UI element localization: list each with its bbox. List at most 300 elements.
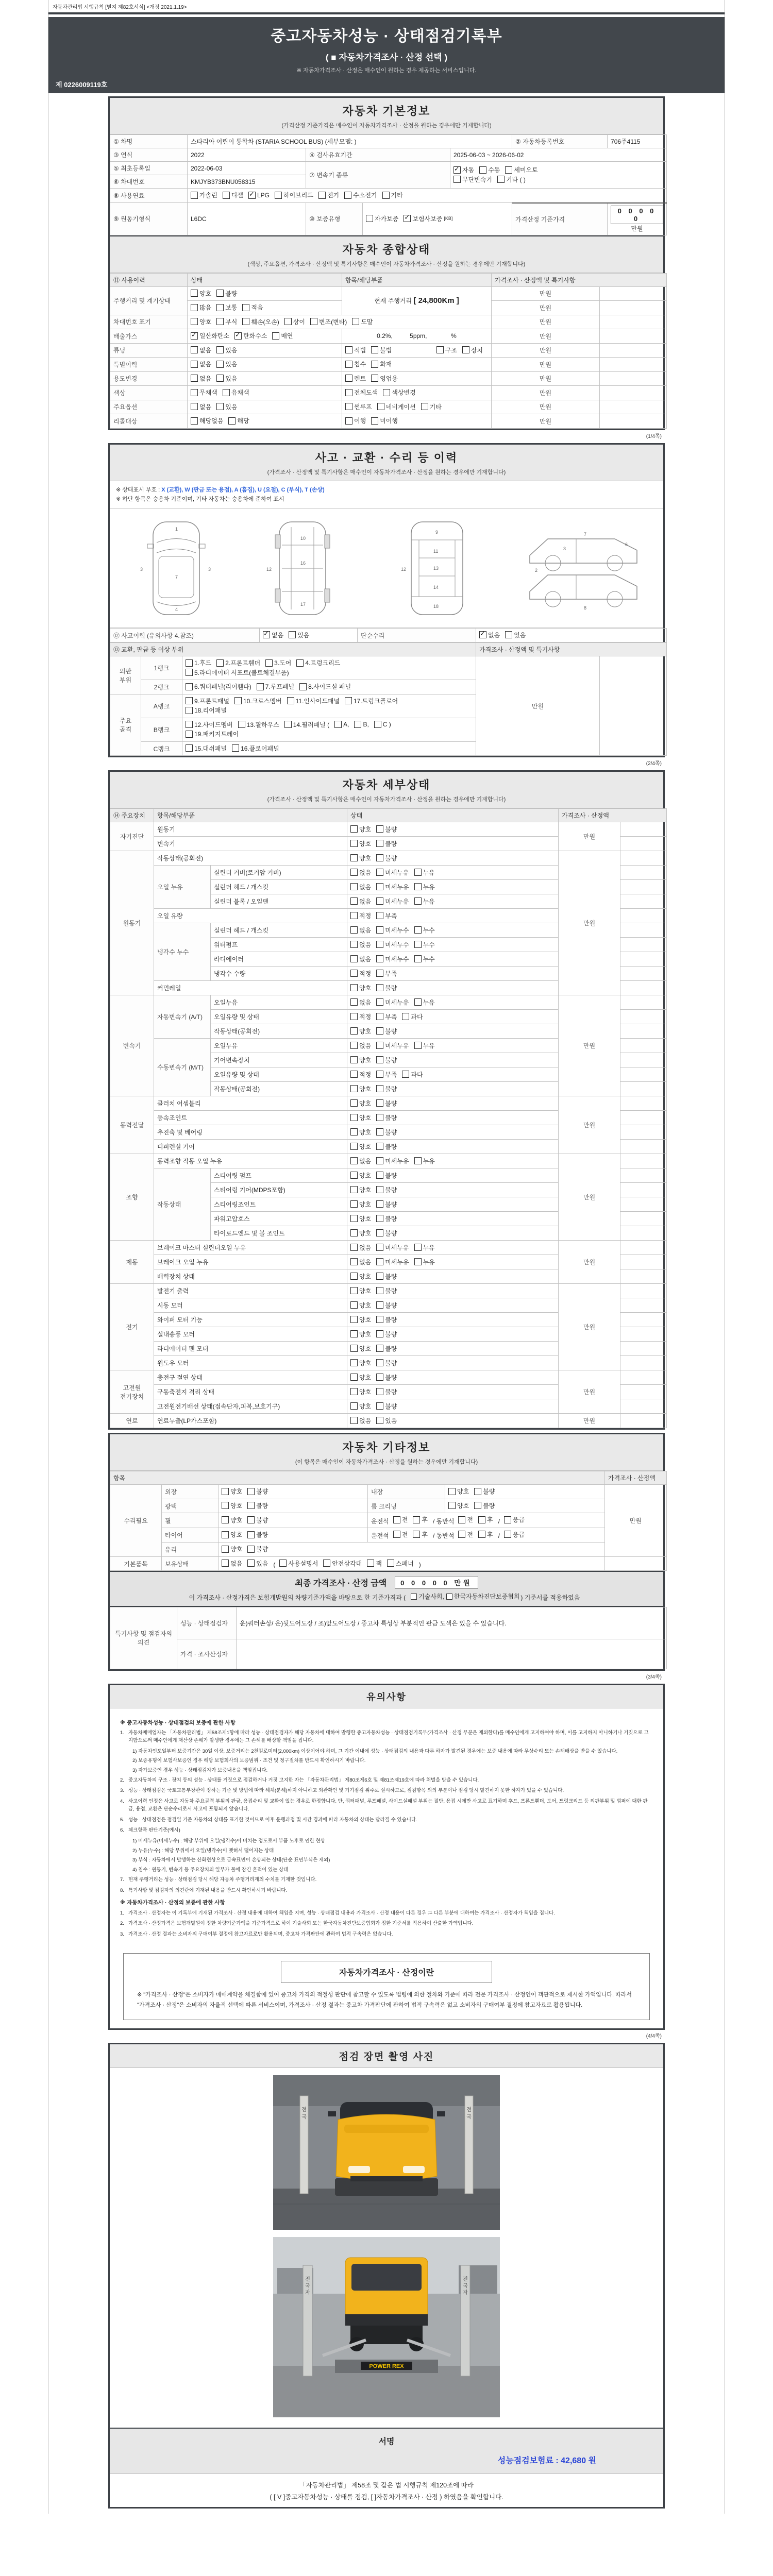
checkbox-label: 가솔린 bbox=[199, 192, 217, 199]
checkbox-box-icon bbox=[376, 869, 383, 876]
checkbox-unchecked[interactable] bbox=[222, 1516, 242, 1524]
checkbox-unchecked[interactable] bbox=[376, 825, 397, 834]
checkbox-unchecked[interactable] bbox=[478, 1530, 493, 1539]
checkbox-unchecked[interactable] bbox=[505, 165, 537, 174]
checkbox-unchecked[interactable] bbox=[504, 1530, 525, 1539]
base-price-value bbox=[608, 203, 667, 235]
report-note: ※ 자동차가격조사 · 산정은 매수인이 원하는 경우 제공하는 서비스입니다. bbox=[296, 67, 477, 74]
checkbox-label: 없음 bbox=[359, 998, 372, 1006]
checkbox-label: 양호 bbox=[230, 1546, 243, 1553]
item-label: 원동기 bbox=[154, 822, 347, 837]
checkbox-unchecked[interactable] bbox=[376, 854, 397, 862]
checkbox-unchecked[interactable] bbox=[287, 697, 340, 705]
checkbox-unchecked[interactable] bbox=[223, 388, 249, 397]
col-price: 가격조사 · 산정액 bbox=[559, 809, 667, 822]
checkbox-unchecked[interactable] bbox=[284, 317, 305, 326]
checkbox-unchecked[interactable] bbox=[376, 1387, 397, 1396]
item-label: 오일누유 bbox=[211, 1039, 347, 1053]
checkbox-unchecked[interactable] bbox=[191, 303, 211, 312]
checkbox-unchecked[interactable] bbox=[376, 1301, 397, 1310]
checkbox-unchecked[interactable] bbox=[191, 416, 223, 425]
checkbox-unchecked[interactable] bbox=[376, 1099, 397, 1108]
checkbox-label: 양호 bbox=[359, 1229, 372, 1237]
checkbox-label: 전체도색 bbox=[354, 389, 378, 396]
checkbox-unchecked[interactable] bbox=[371, 374, 398, 383]
banner-text-right: 전 국 자 bbox=[463, 2277, 468, 2296]
checkbox-unchecked[interactable] bbox=[186, 730, 239, 738]
checkbox-unchecked[interactable] bbox=[376, 1373, 397, 1382]
checkbox-unchecked[interactable] bbox=[376, 926, 409, 935]
checkbox-unchecked[interactable] bbox=[350, 883, 371, 891]
checkbox-box-icon bbox=[186, 683, 193, 690]
item-states bbox=[347, 1313, 559, 1327]
checkbox-unchecked[interactable] bbox=[350, 1373, 371, 1382]
detail-row bbox=[110, 851, 667, 866]
checkbox-unchecked[interactable] bbox=[257, 682, 294, 691]
checkbox-unchecked[interactable] bbox=[350, 1142, 371, 1151]
item-subgroup-label: 오일 누유 bbox=[154, 866, 211, 909]
checkbox-unchecked[interactable] bbox=[376, 1402, 397, 1411]
item-label: 스티어링 기어(MDPS포함) bbox=[211, 1183, 347, 1197]
checkbox-unchecked[interactable] bbox=[436, 346, 457, 354]
checkbox-box-icon bbox=[376, 1186, 383, 1193]
checkbox-unchecked[interactable] bbox=[376, 1416, 397, 1425]
page-mark-2: (2/4쪽) bbox=[646, 761, 662, 767]
checkbox-unchecked[interactable] bbox=[350, 1258, 371, 1266]
checkbox-label: 전기 bbox=[327, 192, 340, 199]
first-reg-label: ⑤ 최초등록일 bbox=[110, 162, 188, 175]
checkbox-unchecked[interactable] bbox=[284, 720, 329, 729]
checkbox-unchecked[interactable] bbox=[414, 1041, 435, 1050]
checkbox-unchecked[interactable] bbox=[352, 317, 373, 326]
checkbox-box-icon bbox=[414, 1244, 422, 1251]
checkbox-unchecked[interactable] bbox=[247, 1487, 268, 1496]
checkbox-unchecked[interactable] bbox=[376, 883, 409, 891]
sign-title: 서명 bbox=[378, 2437, 395, 2447]
overall-subtitle: (색상, 주요옵션, 가격조사 · 산정액 및 특기사항은 매수인이 자동차가격조사 · 산정을 원하는 경우에만 기재합니다) bbox=[247, 261, 526, 267]
checkbox-unchecked[interactable] bbox=[376, 1344, 397, 1353]
item-states bbox=[347, 1154, 559, 1168]
checkbox-unchecked[interactable] bbox=[350, 1099, 371, 1108]
checkbox-unchecked[interactable] bbox=[350, 1301, 371, 1310]
checkbox-box-icon bbox=[216, 361, 224, 368]
checkbox-unchecked[interactable] bbox=[376, 911, 397, 920]
checkbox-unchecked[interactable] bbox=[411, 1592, 444, 1601]
checkbox-unchecked[interactable] bbox=[228, 416, 249, 425]
item-states bbox=[347, 995, 559, 1010]
checkbox-unchecked[interactable] bbox=[350, 1416, 371, 1425]
checkbox-unchecked[interactable] bbox=[350, 1229, 371, 1238]
checkbox-unchecked[interactable] bbox=[350, 1330, 371, 1338]
remark-cell bbox=[620, 1010, 667, 1024]
checkbox-label: 색상변경 bbox=[392, 389, 416, 396]
checkbox-unchecked[interactable] bbox=[222, 1487, 242, 1496]
checkbox-unchecked[interactable] bbox=[376, 868, 409, 877]
checkbox-unchecked[interactable] bbox=[376, 1214, 397, 1223]
checkbox-unchecked[interactable] bbox=[350, 1272, 371, 1281]
checkbox-unchecked[interactable] bbox=[350, 854, 371, 862]
overall-header bbox=[110, 235, 663, 273]
checkbox-unchecked[interactable] bbox=[247, 1559, 268, 1568]
checkbox-label: 부족 bbox=[385, 1071, 397, 1078]
vin-label: ⑥ 차대번호 bbox=[110, 175, 188, 189]
checkbox-unchecked[interactable] bbox=[350, 1243, 371, 1252]
checkbox-unchecked[interactable] bbox=[474, 1487, 495, 1496]
checkbox-unchecked[interactable] bbox=[371, 346, 392, 354]
checkbox-checked[interactable] bbox=[234, 331, 267, 340]
checkbox-unchecked[interactable] bbox=[350, 1084, 371, 1093]
checkbox-unchecked[interactable] bbox=[279, 1559, 318, 1568]
checkbox-box-icon bbox=[350, 1099, 358, 1107]
checkbox-unchecked[interactable] bbox=[448, 1487, 469, 1496]
checkbox-unchecked[interactable] bbox=[345, 697, 398, 705]
checkbox-unchecked[interactable] bbox=[350, 1157, 371, 1165]
checkbox-unchecked[interactable] bbox=[402, 1012, 423, 1021]
checkbox-unchecked[interactable] bbox=[350, 897, 371, 906]
checkbox-box-icon bbox=[350, 955, 358, 962]
checkbox-box-icon bbox=[350, 1359, 358, 1366]
checkbox-unchecked[interactable] bbox=[350, 1359, 371, 1367]
checkbox-unchecked[interactable] bbox=[191, 374, 211, 383]
checkbox-unchecked[interactable] bbox=[453, 175, 492, 184]
checkbox-unchecked[interactable] bbox=[367, 1559, 382, 1568]
checkbox-unchecked[interactable] bbox=[377, 402, 416, 411]
remark-cell bbox=[620, 1284, 667, 1298]
checkbox-unchecked[interactable] bbox=[393, 1530, 408, 1539]
checkbox-unchecked[interactable] bbox=[350, 984, 371, 992]
checkbox-unchecked[interactable] bbox=[414, 1157, 435, 1165]
checkbox-unchecked[interactable] bbox=[376, 1200, 397, 1209]
checkbox-unchecked[interactable] bbox=[414, 868, 435, 877]
checkbox-unchecked[interactable] bbox=[376, 1056, 397, 1064]
checkbox-checked[interactable] bbox=[404, 214, 452, 223]
checkbox-unchecked[interactable] bbox=[222, 1501, 242, 1510]
checkbox-unchecked[interactable] bbox=[414, 1258, 435, 1266]
checkbox-unchecked[interactable] bbox=[222, 1530, 242, 1539]
checkbox-label: 9.프론트패널 bbox=[194, 697, 229, 705]
checkbox-unchecked[interactable] bbox=[414, 926, 435, 935]
checkbox-unchecked[interactable] bbox=[414, 940, 435, 949]
checkbox-label: 있음 bbox=[225, 403, 238, 411]
checkbox-unchecked[interactable] bbox=[299, 682, 351, 691]
checkbox-box-icon bbox=[393, 1531, 400, 1538]
checkbox-unchecked[interactable] bbox=[345, 402, 372, 411]
checkbox-unchecked[interactable] bbox=[350, 868, 371, 877]
checkbox-unchecked[interactable] bbox=[478, 1515, 493, 1524]
checkbox-unchecked[interactable] bbox=[186, 682, 251, 691]
checkbox-label: 불량 bbox=[385, 1027, 397, 1035]
svg-text:3: 3 bbox=[563, 546, 566, 551]
checkbox-unchecked[interactable] bbox=[350, 1200, 371, 1209]
checkbox-unchecked[interactable] bbox=[414, 897, 435, 906]
checkbox-unchecked[interactable] bbox=[350, 1041, 371, 1050]
checkbox-unchecked[interactable] bbox=[376, 1315, 397, 1324]
checkbox-unchecked[interactable] bbox=[344, 191, 377, 199]
checkbox-box-icon bbox=[413, 1516, 420, 1523]
checkbox-unchecked[interactable] bbox=[310, 317, 347, 326]
checkbox-unchecked[interactable] bbox=[186, 720, 233, 729]
checkbox-unchecked[interactable] bbox=[247, 1501, 268, 1510]
checkbox-unchecked[interactable] bbox=[376, 1070, 397, 1079]
checkbox-unchecked[interactable] bbox=[345, 388, 378, 397]
checkbox-checked[interactable] bbox=[263, 631, 283, 639]
checkbox-unchecked[interactable] bbox=[376, 1171, 397, 1180]
checkbox-unchecked[interactable] bbox=[350, 1113, 371, 1122]
checkbox-unchecked[interactable] bbox=[223, 191, 243, 199]
checkbox-unchecked[interactable] bbox=[350, 969, 371, 978]
checkbox-label: 불량 bbox=[483, 1502, 495, 1510]
checkbox-label: 13.휠하우스 bbox=[246, 721, 279, 728]
checkbox-checked[interactable] bbox=[248, 192, 270, 199]
checkbox-label: 수동 bbox=[488, 166, 500, 174]
notice-item: 7. 현재 주행거리는 성능 · 상태점검 당시 해당 자동차 주행거리계의 수치를 기재한 것입니다. bbox=[120, 1876, 317, 1883]
checkbox-unchecked[interactable] bbox=[354, 721, 368, 728]
checkbox-unchecked[interactable] bbox=[191, 360, 211, 368]
checkbox-unchecked[interactable] bbox=[242, 317, 279, 326]
checkbox-unchecked[interactable] bbox=[376, 969, 397, 978]
accident-history-table bbox=[110, 628, 667, 643]
checkbox-unchecked[interactable] bbox=[458, 1515, 473, 1524]
checkbox-unchecked[interactable] bbox=[289, 631, 309, 639]
checkbox-unchecked[interactable] bbox=[376, 1012, 397, 1021]
checkbox-unchecked[interactable] bbox=[350, 1070, 371, 1079]
checkbox-checked[interactable] bbox=[479, 631, 500, 639]
checkbox-unchecked[interactable] bbox=[191, 317, 211, 326]
checkbox-unchecked[interactable] bbox=[376, 1113, 397, 1122]
checkbox-box-icon bbox=[479, 631, 486, 638]
checkbox-box-icon bbox=[247, 1502, 255, 1509]
fuel-options bbox=[188, 189, 667, 203]
checkbox-unchecked[interactable] bbox=[191, 346, 211, 354]
checkbox-unchecked[interactable] bbox=[191, 402, 211, 411]
final-price-label: 최종 가격조사 · 산정 금액 bbox=[295, 1579, 387, 1588]
checkbox-unchecked[interactable] bbox=[376, 1157, 409, 1165]
checkbox-box-icon bbox=[376, 883, 383, 890]
checkbox-unchecked[interactable] bbox=[350, 1027, 371, 1036]
svg-text:11: 11 bbox=[433, 548, 439, 554]
checkbox-unchecked[interactable] bbox=[186, 697, 229, 705]
checkbox-unchecked[interactable] bbox=[421, 402, 442, 411]
checkbox-unchecked[interactable] bbox=[350, 1344, 371, 1353]
checkbox-unchecked[interactable] bbox=[376, 1128, 397, 1137]
checkbox-unchecked[interactable] bbox=[366, 214, 398, 223]
item-label: 작동상태(공회전) bbox=[154, 851, 347, 866]
checkbox-unchecked[interactable] bbox=[216, 289, 237, 298]
checkbox-unchecked[interactable] bbox=[216, 346, 237, 354]
checkbox-unchecked[interactable] bbox=[414, 998, 435, 1007]
checkbox-unchecked[interactable] bbox=[371, 416, 398, 425]
checkbox-unchecked[interactable] bbox=[345, 346, 366, 354]
checkbox-label: 양호 bbox=[457, 1488, 469, 1496]
checkbox-unchecked[interactable] bbox=[376, 897, 409, 906]
checkbox-unchecked[interactable] bbox=[376, 1286, 397, 1295]
item-states bbox=[347, 894, 559, 909]
checkbox-unchecked[interactable] bbox=[376, 839, 397, 848]
checkbox-unchecked[interactable] bbox=[296, 658, 340, 667]
checkbox-box-icon bbox=[265, 659, 273, 667]
checkbox-unchecked[interactable] bbox=[376, 1041, 409, 1050]
checkbox-unchecked[interactable] bbox=[216, 303, 237, 312]
checkbox-unchecked[interactable] bbox=[323, 1559, 362, 1568]
checkbox-unchecked[interactable] bbox=[376, 1142, 397, 1151]
checkbox-unchecked[interactable] bbox=[191, 388, 217, 397]
checkbox-label: 없음 bbox=[199, 361, 212, 368]
checkbox-box-icon bbox=[247, 1560, 255, 1567]
checkbox-unchecked[interactable] bbox=[350, 926, 371, 935]
checkbox-label: 전 bbox=[401, 1531, 408, 1538]
checkbox-unchecked[interactable] bbox=[242, 303, 263, 312]
checkbox-unchecked[interactable] bbox=[376, 1185, 397, 1194]
checkbox-label: 하이브리드 bbox=[283, 192, 313, 199]
checkbox-label: 미이행 bbox=[380, 417, 398, 425]
checkbox-unchecked[interactable] bbox=[504, 1515, 525, 1524]
checkbox-unchecked[interactable] bbox=[350, 1012, 371, 1021]
checkbox-unchecked[interactable] bbox=[247, 1545, 268, 1553]
checkbox-unchecked[interactable] bbox=[186, 668, 289, 677]
checkbox-unchecked[interactable] bbox=[318, 191, 339, 199]
checkbox-unchecked[interactable] bbox=[247, 1516, 268, 1524]
checkbox-label: 자가보증 bbox=[375, 215, 399, 223]
checkbox-unchecked[interactable] bbox=[350, 1185, 371, 1194]
checkbox-unchecked[interactable] bbox=[350, 1402, 371, 1411]
checkbox-box-icon bbox=[376, 1143, 383, 1150]
item-states bbox=[347, 1269, 559, 1284]
checkbox-unchecked[interactable] bbox=[505, 631, 526, 639]
checkbox-unchecked[interactable] bbox=[393, 1515, 408, 1524]
checkbox-unchecked[interactable] bbox=[216, 658, 260, 667]
checkbox-unchecked[interactable] bbox=[414, 955, 435, 963]
checkbox-unchecked[interactable] bbox=[222, 1559, 242, 1568]
checkbox-unchecked[interactable] bbox=[376, 1258, 409, 1266]
checkbox-unchecked[interactable] bbox=[350, 1128, 371, 1137]
checkbox-unchecked[interactable] bbox=[350, 1171, 371, 1180]
checkbox-unchecked[interactable] bbox=[382, 191, 403, 199]
item-label: 라디에이터 bbox=[211, 952, 347, 967]
checkbox-box-icon bbox=[296, 659, 304, 667]
checkbox-unchecked[interactable] bbox=[376, 998, 409, 1007]
checkbox-unchecked[interactable] bbox=[216, 402, 237, 411]
checkbox-unchecked[interactable] bbox=[345, 416, 366, 425]
recall-label: 리콜대상 bbox=[110, 414, 188, 429]
remark-cell bbox=[620, 1111, 667, 1125]
checkbox-unchecked[interactable] bbox=[446, 1592, 520, 1601]
checkbox-label: 2.프론트휀더 bbox=[225, 659, 261, 667]
checkbox-unchecked[interactable] bbox=[413, 1530, 428, 1539]
checkbox-unchecked[interactable] bbox=[186, 658, 211, 667]
checkbox-unchecked[interactable] bbox=[345, 360, 366, 368]
checkbox-box-icon bbox=[458, 1516, 465, 1523]
checkbox-unchecked[interactable] bbox=[191, 289, 211, 298]
checkbox-unchecked[interactable] bbox=[479, 165, 500, 174]
item-label: 냉각수 수량 bbox=[211, 967, 347, 981]
checkbox-unchecked[interactable] bbox=[232, 744, 279, 753]
checkbox-unchecked[interactable] bbox=[462, 346, 483, 354]
checkbox-unchecked[interactable] bbox=[238, 720, 279, 729]
checkbox-label: 불법 bbox=[380, 346, 392, 354]
checkbox-unchecked[interactable] bbox=[376, 1027, 397, 1036]
basic-info-header bbox=[110, 98, 663, 134]
checkbox-unchecked[interactable] bbox=[497, 175, 526, 184]
checkbox-unchecked[interactable] bbox=[376, 984, 397, 992]
checkbox-unchecked[interactable] bbox=[216, 374, 237, 383]
svg-text:6: 6 bbox=[625, 541, 628, 547]
final-price-band bbox=[110, 1571, 663, 1607]
checkbox-unchecked[interactable] bbox=[334, 721, 349, 728]
checkbox-unchecked[interactable] bbox=[234, 697, 282, 705]
checkbox-unchecked[interactable] bbox=[350, 955, 371, 963]
checkbox-unchecked[interactable] bbox=[383, 388, 415, 397]
checkbox-unchecked[interactable] bbox=[474, 1501, 495, 1510]
checkbox-unchecked[interactable] bbox=[402, 1070, 423, 1079]
checkbox-label: 부족 bbox=[385, 912, 397, 920]
checkbox-unchecked[interactable] bbox=[387, 1559, 414, 1568]
checkbox-label: 없음 bbox=[359, 1157, 372, 1165]
checkbox-unchecked[interactable] bbox=[191, 191, 217, 199]
item-label: 오일 유량 bbox=[154, 909, 347, 923]
checkbox-unchecked[interactable] bbox=[350, 911, 371, 920]
checkbox-unchecked[interactable] bbox=[374, 721, 391, 728]
checkbox-unchecked[interactable] bbox=[414, 1243, 435, 1252]
checkbox-box-icon bbox=[284, 721, 292, 728]
checkbox-unchecked[interactable] bbox=[376, 955, 409, 963]
checkbox-checked[interactable] bbox=[453, 165, 474, 174]
checkbox-unchecked[interactable] bbox=[350, 998, 371, 1007]
checkbox-label: 누유 bbox=[423, 998, 435, 1006]
checkbox-unchecked[interactable] bbox=[448, 1501, 469, 1510]
checkbox-checked[interactable] bbox=[191, 331, 229, 340]
checkbox-unchecked[interactable] bbox=[272, 331, 293, 340]
checkbox-unchecked[interactable] bbox=[350, 839, 371, 848]
checkbox-unchecked[interactable] bbox=[265, 658, 291, 667]
checkbox-unchecked[interactable] bbox=[350, 1056, 371, 1064]
checkbox-unchecked[interactable] bbox=[222, 1545, 242, 1553]
checkbox-unchecked[interactable] bbox=[350, 1315, 371, 1324]
checkbox-unchecked[interactable] bbox=[186, 706, 227, 715]
checkbox-unchecked[interactable] bbox=[350, 940, 371, 949]
checkbox-unchecked[interactable] bbox=[371, 360, 392, 368]
checkbox-unchecked[interactable] bbox=[376, 940, 409, 949]
checkbox-box-icon bbox=[345, 697, 352, 704]
checkbox-unchecked[interactable] bbox=[350, 825, 371, 834]
checkbox-box-icon bbox=[223, 389, 230, 396]
remark-cell bbox=[620, 909, 667, 923]
checkbox-unchecked[interactable] bbox=[345, 374, 366, 383]
checkbox-unchecked[interactable] bbox=[414, 883, 435, 891]
checkbox-label: 누수 bbox=[423, 941, 435, 948]
item-label: 배력장치 상태 bbox=[154, 1269, 347, 1284]
checkbox-unchecked[interactable] bbox=[216, 317, 237, 326]
checkbox-unchecked[interactable] bbox=[376, 1084, 397, 1093]
checkbox-unchecked[interactable] bbox=[350, 1387, 371, 1396]
checkbox-unchecked[interactable] bbox=[186, 744, 227, 753]
item-label: 추진축 및 베어링 bbox=[154, 1125, 347, 1140]
checkbox-box-icon bbox=[376, 1388, 383, 1395]
checkbox-unchecked[interactable] bbox=[247, 1530, 268, 1539]
checkbox-unchecked[interactable] bbox=[376, 1359, 397, 1367]
checkbox-unchecked[interactable] bbox=[376, 1243, 409, 1252]
checkbox-unchecked[interactable] bbox=[216, 360, 237, 368]
checkbox-label: 양호 bbox=[199, 318, 212, 326]
checkbox-unchecked[interactable] bbox=[275, 191, 313, 199]
checkbox-unchecked[interactable] bbox=[350, 1286, 371, 1295]
checkbox-unchecked[interactable] bbox=[458, 1530, 473, 1539]
checkbox-unchecked[interactable] bbox=[413, 1515, 428, 1524]
item-states bbox=[347, 1342, 559, 1356]
checkbox-unchecked[interactable] bbox=[350, 1214, 371, 1223]
checkbox-unchecked[interactable] bbox=[376, 1229, 397, 1238]
checkbox-unchecked[interactable] bbox=[376, 1272, 397, 1281]
checkbox-unchecked[interactable] bbox=[376, 1330, 397, 1338]
